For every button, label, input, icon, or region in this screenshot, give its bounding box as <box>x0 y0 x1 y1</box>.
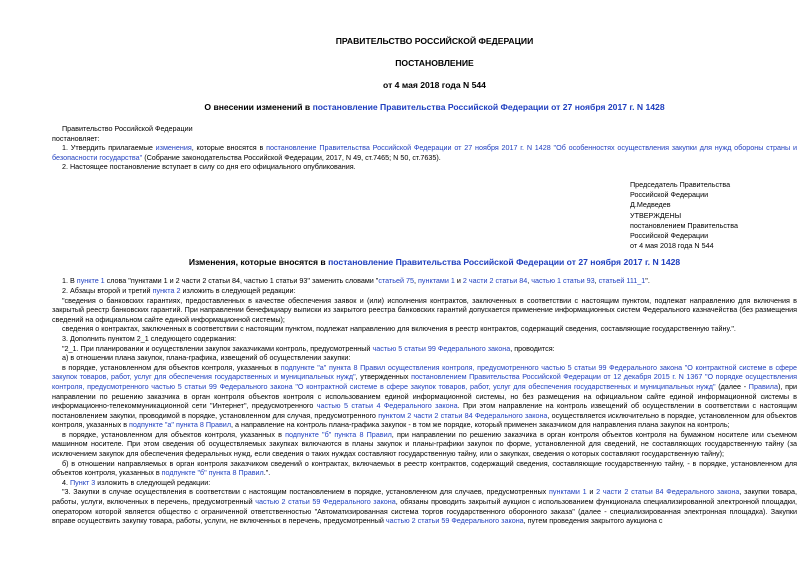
c4q-9: , путем проведения закрытого аукциона с <box>523 516 663 526</box>
c1-e: , <box>414 276 419 286</box>
c1-a: 1. В <box>62 276 77 286</box>
sign-line-2: Российской Федерации <box>630 190 709 200</box>
sign-line-1: Председатель Правительства <box>630 179 731 189</box>
sign-line-7: от 4 мая 2018 года N 544 <box>630 241 714 251</box>
c2-c: изложить в следующей редакции: <box>180 285 296 295</box>
link-pp-b-p8[interactable]: подпункте "б" пункта 8 Правил <box>285 429 392 439</box>
change-3-quote <box>52 344 797 354</box>
link-ch5-st99[interactable]: частью 5 статьи 99 Федерального закона <box>372 343 511 353</box>
item-2: 2. Настоящее постановление вступает в силу со дня его официального опубликования. <box>62 162 356 172</box>
c4q-3: и <box>586 487 597 497</box>
sign-line-5: постановлением Правительства <box>630 220 738 230</box>
changes-title-prefix: Изменения, которые вносятся в <box>188 257 329 268</box>
intro-line2: постановляет: <box>52 133 100 143</box>
sign-line-4: УТВЕРЖДЕНЫ <box>630 210 682 220</box>
link-ch2-st59[interactable]: частью 2 статьи 59 Федерального закона <box>255 497 396 507</box>
change-3-a: а) в отношении плана закупок, плана-графика, извещений об осуществлении закупки: <box>62 353 351 363</box>
link-ch2-st59-b[interactable]: частью 2 статьи 59 Федерального закона <box>385 516 524 526</box>
item-1-link-decree[interactable]: постановление Правительства Российской Федерации от 27 ноября 2017 г. N 1428 "Об особенностях осуществления закупки для нужд обороны страны и безопасности государства" <box>52 143 797 162</box>
c3q-c: , проводится: <box>510 343 555 353</box>
change-2-quote-2: сведения о контрактах, заключенных в соответствии с настоящим пунктом, подлежат направлению для включения в реестр контрактов, содержащий сведения, составляющие государственную тайну.". <box>62 324 736 334</box>
c2-a: 2. Абзацы второй и третий <box>62 285 153 295</box>
link-ch5-st4[interactable]: частью 5 статьи 4 Федерального закона <box>316 401 458 411</box>
c3c-3: , при направлении по решению заказчика в орган контроля объектов контроля на бумажном носителе или съемном машинном носителе. При этом сведения об осуществляемых закупках включаются в планы закупок и планы-графики закупок по форме, установленной для сведений, не составляющих государственную тайну (за исключением закупок для обеспечения федеральных нужд, если сведения о таких нуждах составляют государственную тайну, или о закупках, сведения о которых составляют государственную тайну); <box>52 429 797 459</box>
c3b-5: (далее - <box>715 381 749 391</box>
doc-title-link[interactable]: постановление Правительства Российской Федерации от 27 ноября 2017 г. N 1428 <box>312 102 665 112</box>
sign-line-6: Российской Федерации <box>630 230 709 240</box>
item-1-link-changes[interactable]: изменения <box>155 143 192 153</box>
c3b-13: , а направление на контроль плана-графика закупок - в том же порядке, который применен заказчиком для направления плана закупок на контроль; <box>231 420 730 430</box>
item-1-text-e: (Собрание законодательства Российской Федерации, 2017, N 49, ст.7465; N 50, ст.7635). <box>142 152 441 162</box>
changes-title <box>72 257 797 268</box>
doc-title <box>72 102 797 113</box>
changes-title-link[interactable]: постановление Правительства Российской Федерации от 27 ноября 2017 г. N 1428 <box>328 257 681 268</box>
c3c-1: в порядке, установленном для объектов контроля, указанных в <box>62 429 286 439</box>
doc-title-prefix: О внесении изменений в <box>204 102 313 112</box>
change-2-quote-1: "сведения о банковских гарантиях, предоставленных в качестве обеспечения заявок и (или) исполнения контрактов, заключенных в соответствии с настоящим пунктом, подлежат направлению для включения в закрытый реестр банковских гарантий. При направлении бенефициару выписки из закрытого реестра банковских гарантий допускается применение информационных систем Федерального казначейства (без размещения сведений на официальном сайте единой информационной системы); <box>52 295 797 324</box>
link-st75[interactable]: статьей 75 <box>378 276 415 286</box>
link-pp-b-p8-2[interactable]: подпункте "б" пункта 8 Правил <box>161 468 264 478</box>
c4-c: изложить в следующей редакции: <box>95 477 211 487</box>
link-punkt1[interactable]: пунктами 1 <box>418 276 455 286</box>
link-pp-a-p8[interactable]: подпункте "а" пункта 8 Правил <box>129 420 232 430</box>
link-punkty-1[interactable]: пунктами 1 <box>549 487 587 497</box>
link-punkt-3[interactable]: Пункт 3 <box>70 477 96 487</box>
link-punkt-1[interactable]: пункте 1 <box>76 276 105 286</box>
item-1 <box>52 143 797 162</box>
c3d-3: .". <box>263 468 271 478</box>
org-name: ПРАВИТЕЛЬСТВО РОССИЙСКОЙ ФЕДЕРАЦИИ <box>335 36 534 46</box>
c1-k: , <box>594 276 599 286</box>
c3b-3: , утвержденных <box>355 372 412 382</box>
change-4 <box>52 478 797 488</box>
change-3: 3. Дополнить пунктом 2_1 следующего содержания: <box>62 333 237 343</box>
doc-date: от 4 мая 2018 года N 544 <box>383 80 486 90</box>
c3d-1: б) в отношении направляемых в орган контроля заказчиком сведений о контрактах, включаемых в реестр контрактов, содержащий сведения, составляющие государственную тайну, - в порядке, установленном для объектов контроля, указанных в <box>52 458 797 478</box>
c3b-11: , осуществляется исключительно в порядке, установленном для объектов контроля, указанных в <box>52 410 798 430</box>
c4q-1: "3. Закупки в случае осуществления в соответствии с настоящим постановлением в порядке, установленном для случаев, предусмотренных <box>62 487 550 497</box>
c1-m: ". <box>645 276 650 286</box>
sign-line-3: Д.Медведев <box>630 200 671 210</box>
c1-i: , <box>527 276 532 286</box>
change-1 <box>52 276 797 286</box>
change-2 <box>52 286 797 296</box>
c3b-1: в порядке, установленном для объектов контроля, указанных в <box>62 362 281 372</box>
link-decree-1367[interactable]: постановлением Правительства Российской Федерации от 12 декабря 2015 г. N 1367 "О порядке осуществления контроля, предусмотренного частью 5 статьи 99 Федерального закона "О контрактной системе в сфере закупок товаров, работ, услуг для обеспечения государственных и муниципальных нужд" <box>52 372 797 391</box>
link-2-ch2-st84-fz[interactable]: 2 части 2 статьи 84 Федерального закона <box>596 487 740 497</box>
link-rules[interactable]: Правила <box>748 381 778 391</box>
c4-a: 4. <box>62 477 70 487</box>
item-1-text-a: 1. Утвердить прилагаемые <box>62 143 156 153</box>
change-3-c <box>52 430 797 459</box>
c1-g: и <box>454 276 463 286</box>
signature-block <box>630 180 797 251</box>
c4q-5: , закупки товара, работы, услуги, включенных в перечень, предусмотренный <box>52 487 798 507</box>
link-pp-a-p8-rules[interactable]: подпункте "а" пункта 8 Правил осуществления контроля, предусмотренного частью 5 статьи 99 Федерального закона "О контрактной системе в сфере закупок товаров, работ, услуг для обеспечения государственных и муниципальных нужд" <box>52 362 797 382</box>
link-ch2-st84[interactable]: 2 части 2 статьи 84 <box>462 276 528 286</box>
link-ch1-st93[interactable]: частью 1 статьи 93 <box>531 276 595 286</box>
c4q-7: , обязаны проводить закрытый аукцион с использованием функционала специализированной электронной площадки, оператором которой является общество с ограниченной ответственностью "Автоматизированная система торгов государственного оборонного заказа" (далее - специализированная электронная площадка). Закупки вправе осуществить закупку товара, работы, услуги, не включенных в перечень, предусмотренный <box>52 497 797 526</box>
doc-type: ПОСТАНОВЛЕНИЕ <box>395 58 474 68</box>
intro-line1: Правительство Российской Федерации <box>62 124 193 133</box>
c1-c: слова "пунктами 1 и 2 части 2 статьи 84, частью 1 статьи 93" заменить словами " <box>104 276 379 286</box>
c3b-9: . При этом направление на контроль извещений об осуществлении в соответствии с настоящим постановлением закупки, проводимой в порядке, установленном для случая, предусмотренного <box>52 401 797 420</box>
link-st111-1[interactable]: статьей 111_1 <box>598 276 646 286</box>
change-3-b <box>52 363 797 430</box>
c3b-7: ), при направлении по решению заказчика в орган контроля объектов контроля с использованием единой информационной системы, но без размещения на официальном сайте единой информационной системы в информационно-телекоммуникационной сети "Интернет", предусмотренного <box>52 381 797 411</box>
change-3-d <box>52 459 797 478</box>
c3q-a: "2_1. При планировании и осуществлении закупок заказчиками контроль, предусмотренный <box>62 343 373 353</box>
link-p2-ch2-st84[interactable]: пунктом 2 части 2 статьи 84 Федерального закона <box>378 410 548 420</box>
link-punkt-2[interactable]: пункта 2 <box>152 285 181 295</box>
item-1-text-c: , которые вносятся в <box>191 143 267 153</box>
change-4-quote <box>52 487 797 525</box>
